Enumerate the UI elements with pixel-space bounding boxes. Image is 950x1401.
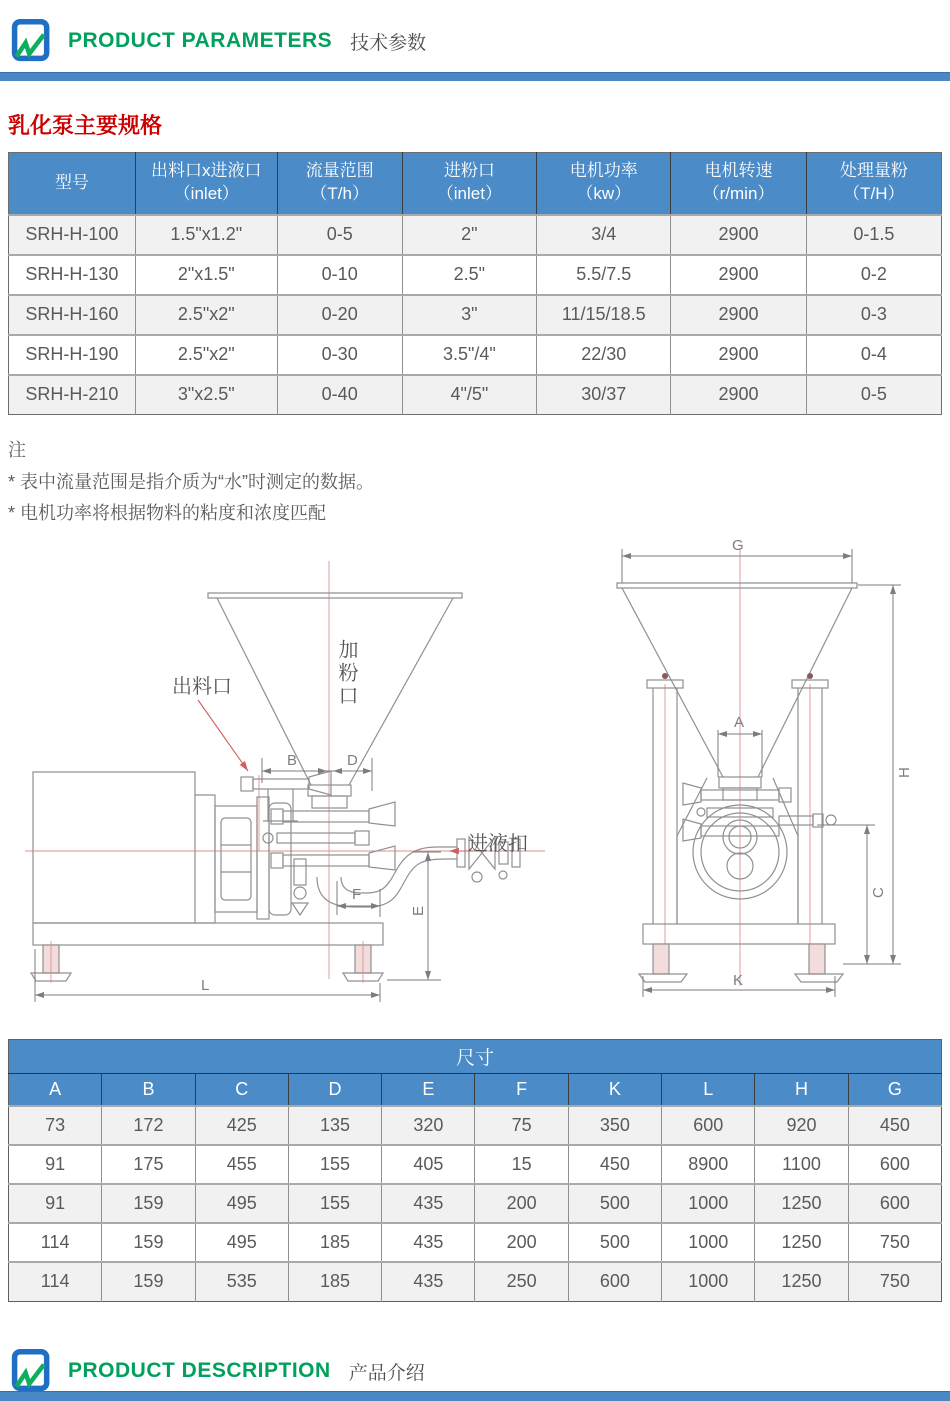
spec-row: SRH-H-130 2"x1.5" 0-10 2.5" 5.5/7.5 2900 0-2 (9, 255, 942, 295)
spec-row: SRH-H-210 3"x2.5" 0-40 4"/5" 30/37 2900 0-5 (9, 375, 942, 415)
dim-label-l: L (201, 976, 210, 994)
dims-header-h: H (755, 1073, 848, 1106)
brand-logo-icon (10, 18, 54, 64)
dims-row: 91 159 495 155 435 200 500 1000 1250 600 (9, 1184, 942, 1223)
notes (8, 435, 950, 530)
side-view-drawing (25, 559, 550, 1024)
dim-label-f: F (352, 885, 362, 903)
dims-header-c: C (195, 1073, 288, 1106)
dims-row: 91 175 455 155 405 15 450 8900 1100 600 (9, 1145, 942, 1184)
dims-header-a: A (9, 1073, 102, 1106)
dim-label-d: D (347, 751, 358, 769)
note-line-1: * 表中流量范围是指介质为“水”时测定的数据。 (8, 471, 374, 492)
spec-row: SRH-H-190 2.5"x2" 0-30 3.5"/4" 22/30 2900 0-4 (9, 335, 942, 375)
header-title-en: PRODUCT PARAMETERS (68, 29, 333, 52)
dims-row: 114 159 535 185 435 250 600 1000 1250 750 (9, 1262, 942, 1301)
footer-divider (0, 1391, 950, 1401)
header (0, 0, 950, 72)
dim-label-a: A (734, 713, 745, 731)
spec-header-motor-power: 电机功率 （kw） (537, 153, 671, 215)
dims-header-e: E (382, 1073, 475, 1106)
spec-row: SRH-H-100 1.5"x1.2" 0-5 2" 3/4 2900 0-1.5 (9, 215, 942, 255)
brand-logo-icon (10, 1348, 54, 1394)
dim-label-b: B (287, 751, 298, 769)
dims-header-d: D (288, 1073, 381, 1106)
technical-drawings (0, 534, 950, 1039)
dim-label-c: C (870, 886, 887, 898)
label-powder-port: 加粉口 (335, 638, 357, 708)
dims-header-k: K (568, 1073, 661, 1106)
spec-header-powder-inlet: 进粉口 （inlet） (402, 153, 536, 215)
section-title: 乳化泵主要规格 (8, 113, 163, 138)
footer-title-en: PRODUCT DESCRIPTION (68, 1359, 331, 1382)
footer-title-zh: 产品介绍 (348, 1362, 425, 1384)
spec-header-motor-speed: 电机转速 （r/min） (671, 153, 806, 215)
dim-label-g: G (732, 536, 744, 554)
dims-header-f: F (475, 1073, 568, 1106)
header-title-zh: 技术参数 (350, 32, 427, 54)
dims-header-l: L (662, 1073, 755, 1106)
dims-table (8, 1039, 942, 1302)
dim-label-e: E (410, 905, 427, 916)
dim-label-h: H (896, 766, 913, 778)
dims-table-title: 尺寸 (9, 1039, 942, 1073)
spec-header-capacity: 处理量粉 （T/H） (806, 153, 941, 215)
label-outlet: 出料口 (172, 675, 232, 698)
dims-header-g: G (848, 1073, 941, 1106)
dim-label-k: K (733, 971, 744, 989)
dims-header-row (9, 1073, 942, 1106)
dims-header-b: B (102, 1073, 195, 1106)
dims-title-row (9, 1039, 942, 1073)
notes-title: 注 (8, 440, 26, 460)
dims-row: 73 172 425 135 320 75 350 600 920 450 (9, 1106, 942, 1145)
header-divider (0, 72, 950, 81)
dims-row: 114 159 495 185 435 200 500 1000 1250 750 (9, 1223, 942, 1262)
spec-header-model: 型号 (9, 153, 136, 215)
spec-header-row (9, 153, 942, 215)
spec-row: SRH-H-160 2.5"x2" 0-20 3" 11/15/18.5 2900 0-3 (9, 295, 942, 335)
spec-header-outlet-inlet: 出料口x进液口 （inlet） (135, 153, 277, 215)
label-liquid-inlet: 进液扣 (468, 832, 528, 855)
note-line-2: * 电机功率将根据物料的粘度和浓度匹配 (8, 503, 327, 523)
front-view-drawing (595, 534, 925, 1004)
spec-table (8, 152, 942, 415)
spec-header-flow-range: 流量范围 （T/h） (277, 153, 402, 215)
